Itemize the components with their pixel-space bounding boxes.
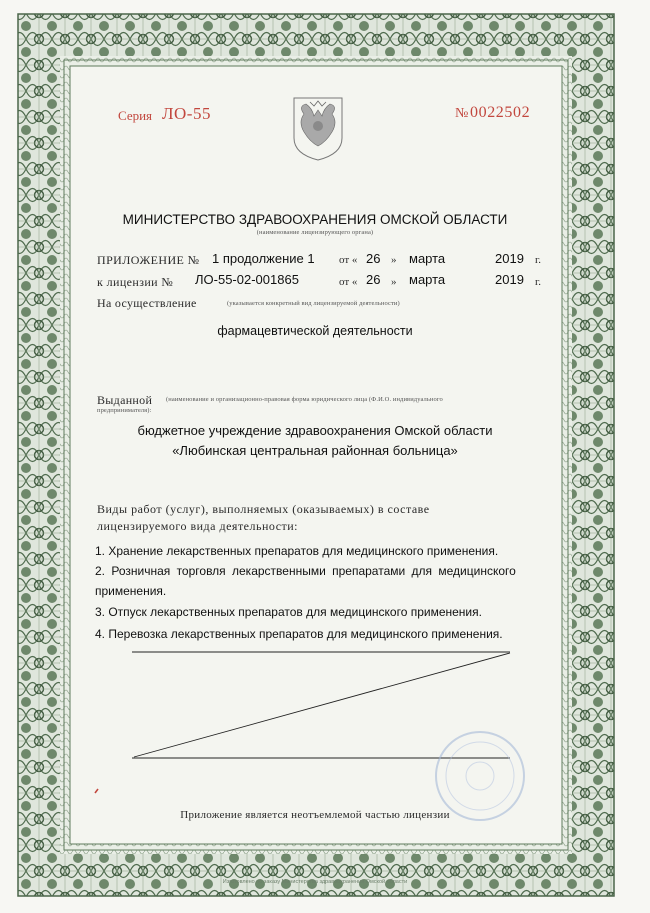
license-label: к лицензии № [97, 275, 174, 289]
issued-caption-line2: предпринимателя): [97, 407, 152, 414]
issued-caption-line1: (наименование и организационно-правовая форма юридического лица (Ф.И.О. индивидуального [166, 396, 443, 403]
appendix-month: марта [409, 251, 446, 266]
activity-value: фармацевтической деятельности [217, 324, 413, 338]
form-number: 0022502 [470, 104, 531, 121]
footer-note: Приложение является неотъемлемой частью лицензии [180, 809, 450, 821]
organization-name-line1: бюджетное учреждение здравоохранения Омской области [137, 423, 493, 438]
works-item: 3. Отпуск лекарственных препаратов для медицинского применения. [95, 605, 482, 619]
series-value: ЛО-55 [162, 104, 211, 123]
works-item: 1. Хранение лекарственных препаратов для медицинского применения. [95, 544, 499, 558]
appendix-year-suffix: г. [535, 254, 542, 266]
license-month: марта [409, 272, 446, 287]
license-close-quote: » [391, 276, 397, 288]
activity-label: На осуществление [97, 296, 197, 310]
license-year-suffix: г. [535, 276, 542, 288]
license-from: от « [339, 276, 358, 288]
works-heading-line2: лицензируемого вида деятельности: [97, 519, 299, 533]
license-year: 2019 [495, 272, 524, 287]
series-label: Серия [118, 108, 153, 123]
authority-caption: (наименование лицензирующего органа) [256, 229, 374, 236]
issuing-authority: МИНИСТЕРСТВО ЗДРАВООХРАНЕНИЯ ОМСКОЙ ОБЛАСТИ [122, 212, 508, 227]
license-number: ЛО-55-02-001865 [195, 272, 299, 287]
number-sign: № [455, 106, 469, 121]
works-item: применения. [95, 584, 167, 598]
appendix-close-quote: » [391, 254, 397, 266]
appendix-from: от « [339, 254, 358, 266]
appendix-day: 26 [366, 251, 381, 266]
activity-caption: (указывается конкретный вид лицензируемой деятельности) [227, 300, 400, 307]
appendix-label: ПРИЛОЖЕНИЕ № [97, 253, 200, 267]
works-item: 4. Перевозка лекарственных препаратов для медицинского применения. [95, 627, 503, 641]
appendix-year: 2019 [495, 251, 524, 266]
issued-label: Выданной [97, 393, 153, 407]
works-item: 2. Розничная торговля лекарственными препаратами для медицинского [95, 564, 516, 578]
printer-imprint: Изготовлено по заказу Министерства здравоохранения Омской области [222, 879, 408, 885]
organization-name-line2: «Любинская центральная районная больница» [172, 443, 458, 458]
license-day: 26 [366, 272, 381, 287]
appendix-number: 1 продолжение 1 [212, 251, 315, 266]
works-heading-line1: Виды работ (услуг), выполняемых (оказываемых) в составе [97, 502, 430, 516]
